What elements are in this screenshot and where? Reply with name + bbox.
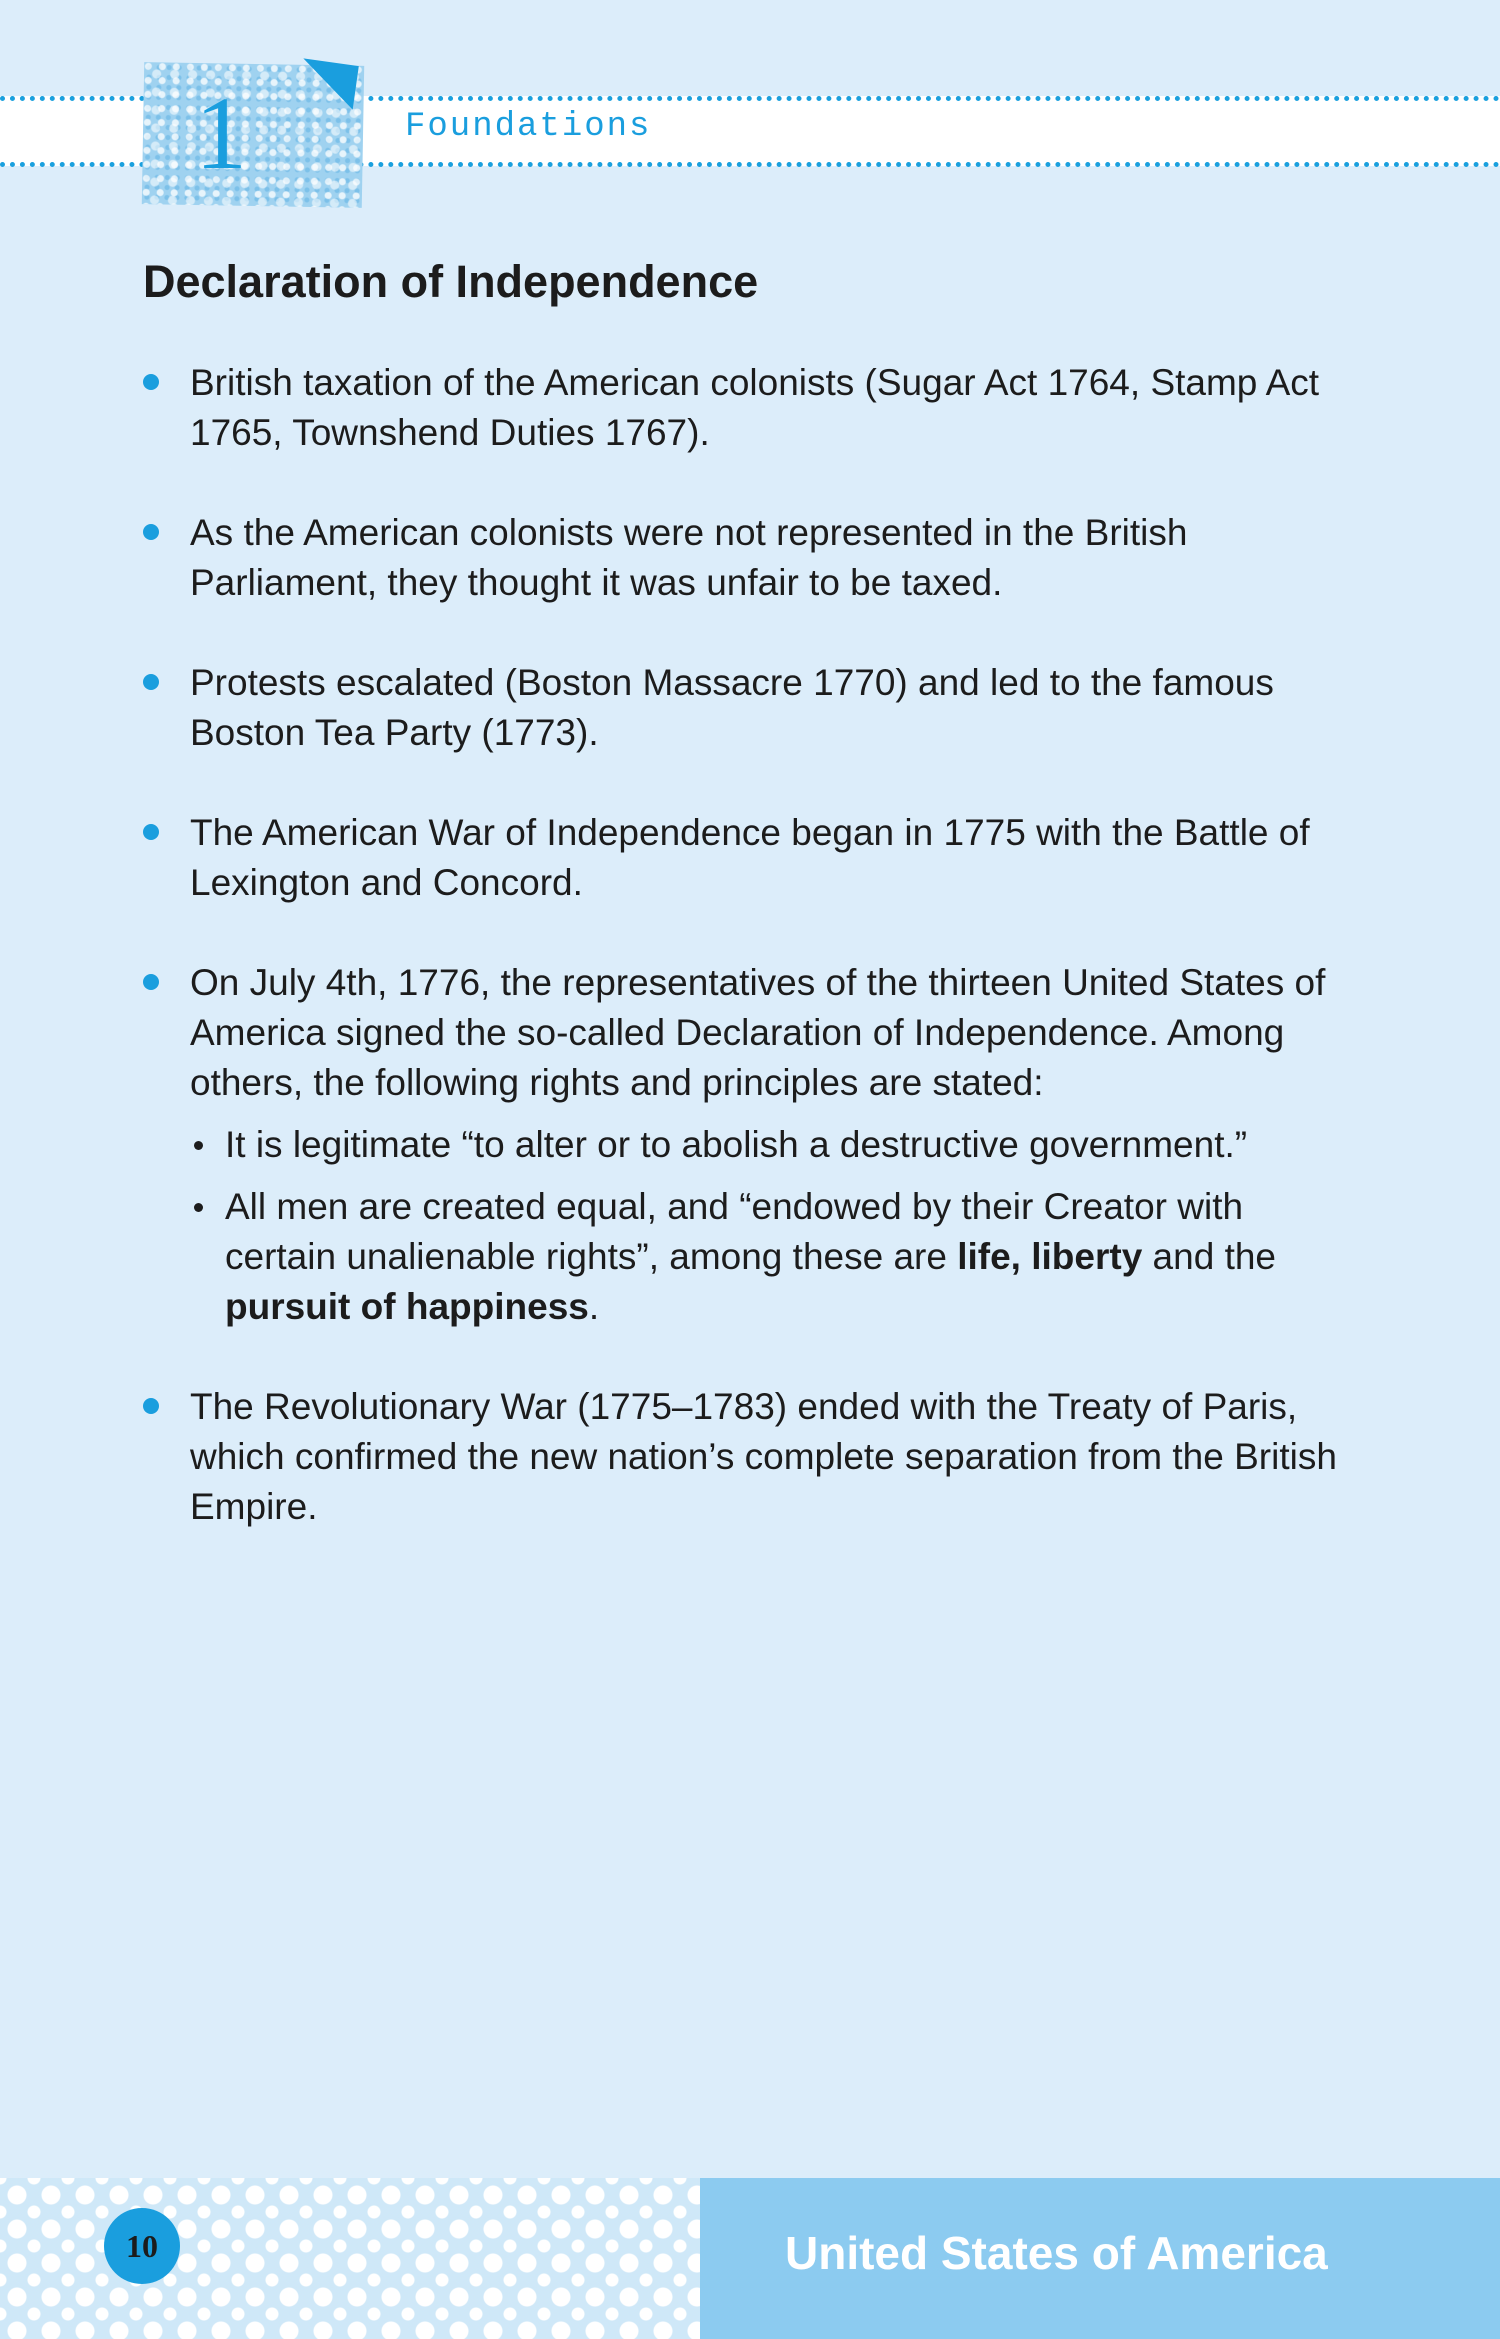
sub-list-item — [190, 1120, 1353, 1170]
page-number: 10 — [104, 2208, 180, 2284]
bullet-dot-icon — [143, 974, 159, 990]
list-item — [143, 658, 1353, 758]
chapter-tile-corner — [297, 58, 359, 109]
list-item-text: Protests escalated (Boston Massacre 1770) and led to the famous Boston Tea Party (1773). — [190, 662, 1274, 753]
bullet-dot-icon — [143, 1398, 159, 1414]
section-label: Foundations — [405, 108, 652, 146]
list-item-text: As the American colonists were not represented in the British Parliament, they thought it was unfair to be taxed. — [190, 512, 1188, 603]
list-item — [143, 808, 1353, 908]
sub-bullet-list — [190, 1120, 1353, 1332]
sub-bullet-dot-icon — [194, 1203, 203, 1212]
list-item — [143, 508, 1353, 608]
list-item — [143, 958, 1353, 1332]
sub-list-item-text-cont: and the — [1142, 1236, 1277, 1277]
bullet-dot-icon — [143, 674, 159, 690]
chapter-number: 1 — [195, 76, 247, 191]
list-item-text: The American War of Independence began in 1775 with the Battle of Lexington and Concord. — [190, 812, 1310, 903]
list-item-text: British taxation of the American colonists (Sugar Act 1764, Stamp Act 1765, Townshend Duties 1767). — [190, 362, 1320, 453]
footer-book-title: United States of America — [785, 2227, 1328, 2279]
emphasis-life-liberty: life, liberty — [957, 1236, 1143, 1277]
bullet-dot-icon — [143, 824, 159, 840]
sub-bullet-dot-icon — [194, 1141, 203, 1150]
bullet-list — [143, 358, 1353, 1582]
sub-list-item-text: It is legitimate “to alter or to abolish a destructive government.” — [225, 1124, 1248, 1165]
bullet-dot-icon — [143, 524, 159, 540]
emphasis-pursuit-of-happiness: pursuit of happiness — [225, 1286, 589, 1327]
sub-list-item-text-end: . — [588, 1286, 600, 1327]
page-title: Declaration of Independence — [143, 256, 759, 307]
bullet-dot-icon — [143, 374, 159, 390]
list-item — [143, 1382, 1353, 1532]
list-item-text: On July 4th, 1776, the representatives of the thirteen United States of America signed the so-called Declaration of Independence. Among others, the following rights and principles are stated: — [190, 962, 1326, 1103]
list-item — [143, 358, 1353, 458]
footer-dot-pattern — [0, 2178, 700, 2339]
sub-list-item — [190, 1182, 1353, 1332]
sub-list-item-text: All men are created equal, and “endowed by their Creator with certain unalienable rights”, among these are — [225, 1186, 1244, 1277]
list-item-text: The Revolutionary War (1775–1783) ended with the Treaty of Paris, which confirmed the new nation’s complete separation from the British Empire. — [190, 1386, 1337, 1527]
